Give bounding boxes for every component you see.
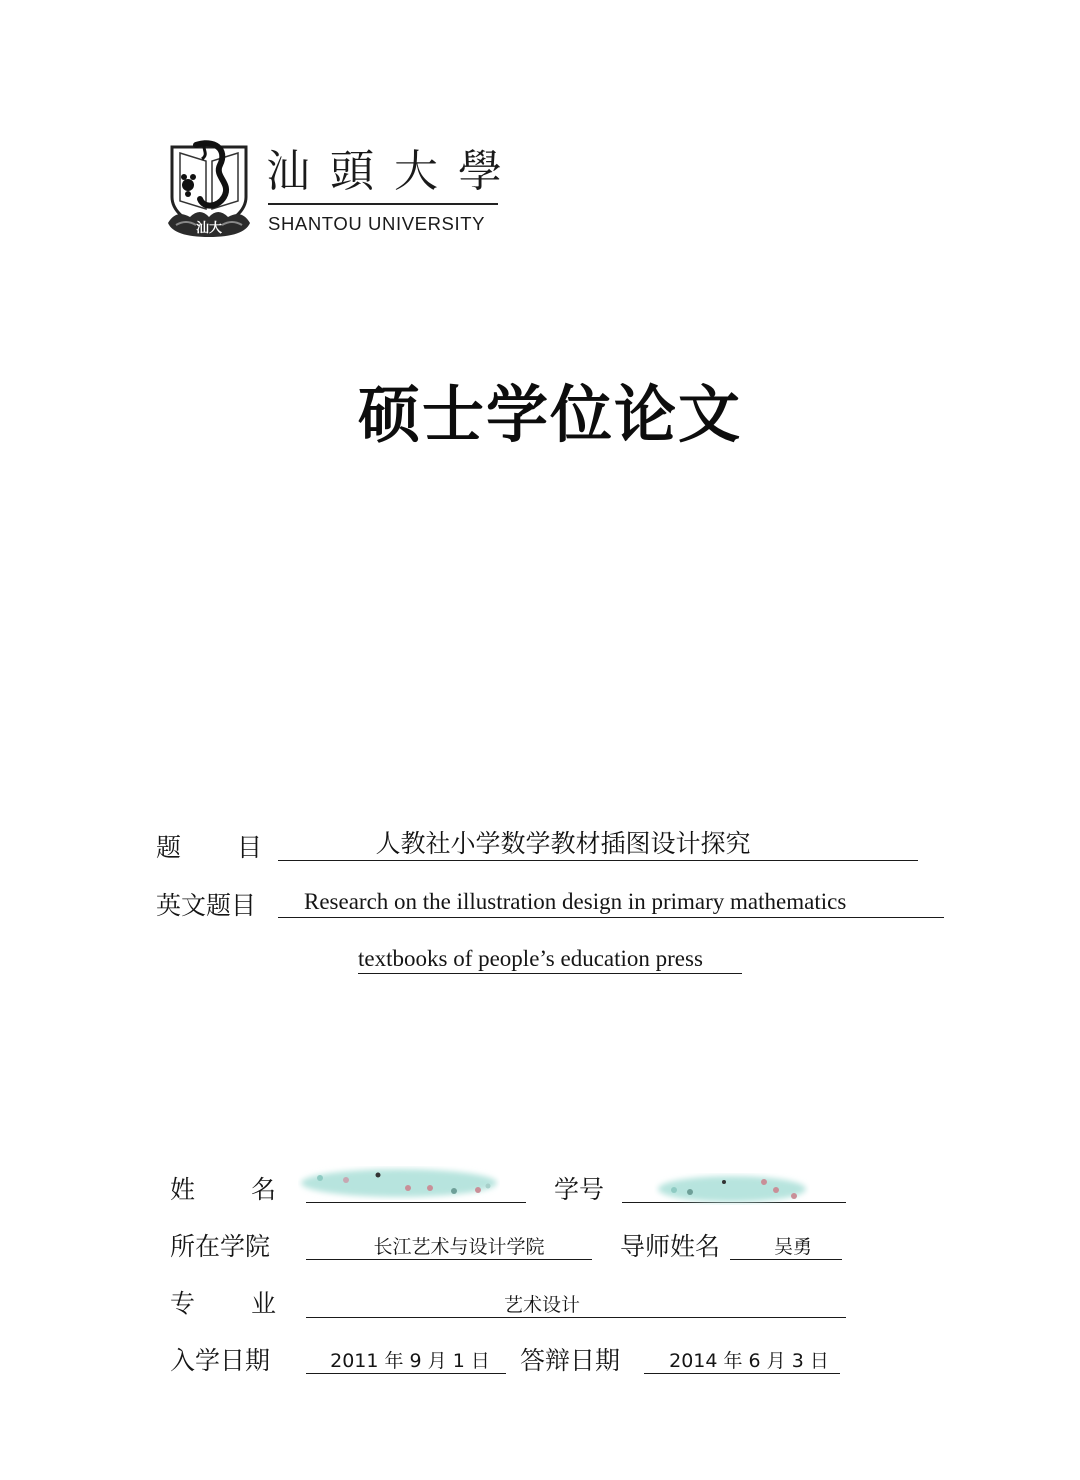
title-value: 人教社小学数学教材插图设计探究	[375, 829, 751, 858]
student-id-label: 学号	[554, 1175, 605, 1204]
name-redaction	[298, 1166, 500, 1200]
university-name-english: SHANTOU UNIVERSITY	[268, 213, 486, 234]
english-title-line1: Research on the illustration design in primary mathematics	[304, 889, 847, 914]
university-emblem-icon	[166, 139, 252, 241]
enroll-date-label: 入学日期	[170, 1346, 271, 1375]
thesis-type-heading: 硕士学位论文	[357, 378, 742, 451]
english-title-line2: textbooks of people’s education press	[358, 946, 703, 971]
name-label: 姓 名	[170, 1175, 277, 1204]
title-field	[278, 828, 918, 861]
enroll-date-field	[306, 1344, 506, 1374]
college-field	[306, 1230, 592, 1260]
english-title-field-line2	[358, 945, 742, 974]
emblem-text: 汕大	[195, 221, 223, 236]
college-value: 长江艺术与设计学院	[373, 1236, 545, 1258]
defense-date-value: 2014 年 6 月 3 日	[669, 1350, 829, 1372]
logo-divider	[268, 203, 498, 205]
title-label: 题 目	[156, 833, 263, 862]
major-label: 专 业	[170, 1289, 277, 1318]
english-title-label: 英文题目	[156, 891, 257, 920]
major-field	[306, 1288, 846, 1318]
advisor-field	[730, 1230, 842, 1260]
college-label: 所在学院	[170, 1232, 271, 1261]
advisor-label: 导师姓名	[620, 1232, 721, 1261]
major-value: 艺术设计	[503, 1294, 580, 1316]
advisor-value: 吴勇	[773, 1236, 812, 1258]
defense-date-label: 答辩日期	[520, 1346, 621, 1375]
student-id-redaction	[654, 1172, 810, 1206]
english-title-field-line1	[278, 890, 944, 918]
university-name-chinese: 汕頭大學	[266, 146, 522, 197]
defense-date-field	[644, 1344, 840, 1374]
enroll-date-value: 2011 年 9 月 1 日	[330, 1350, 490, 1372]
